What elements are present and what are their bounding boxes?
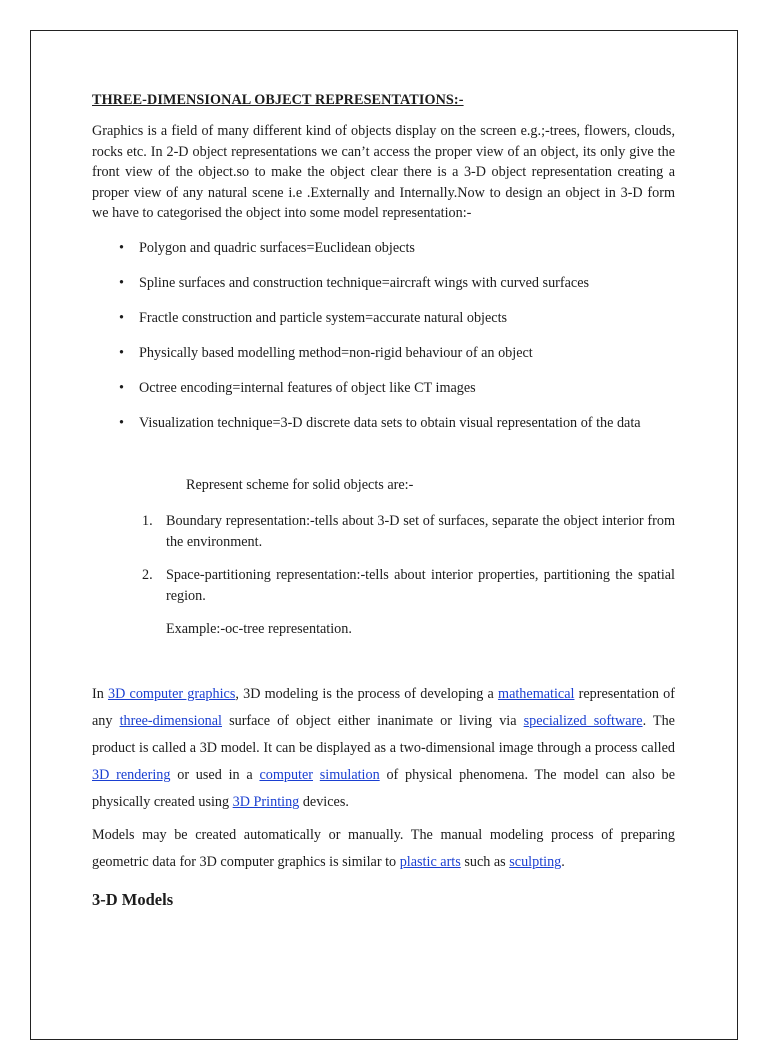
- list-item: [92, 413, 675, 434]
- link-mathematical[interactable]: mathematical: [498, 686, 575, 702]
- models-paragraph: [92, 822, 675, 876]
- text-run: devices.: [299, 794, 349, 810]
- link-3d-printing[interactable]: 3D Printing: [232, 794, 300, 810]
- list-item: [92, 238, 675, 259]
- numbered-list: [92, 511, 675, 606]
- link-plastic-arts[interactable]: plastic arts: [399, 854, 461, 870]
- list-item-text: Spline surfaces and construction technique=aircraft wings with curved surfaces: [139, 274, 590, 291]
- text-run: of physical phenomena. The model can also be physically created using: [92, 767, 675, 810]
- item-number: 2.: [142, 567, 153, 583]
- text-run: , 3D modeling is the process of developing a: [235, 686, 499, 702]
- document-body: [92, 92, 675, 910]
- numbered-item-text: Boundary representation:-tells about 3-D set of surfaces, separate the object interior from the environment.: [166, 513, 675, 550]
- text-run: Models may be created automatically or manually. The manual modeling process of preparing geometric data for 3D computer graphics is similar to: [92, 827, 675, 870]
- section-title: 3-D Models: [92, 890, 174, 909]
- item-number: 1.: [142, 513, 153, 529]
- bullet-icon: •: [119, 379, 124, 396]
- numbered-item: [92, 511, 675, 552]
- example-text: Example:-oc-tree representation.: [166, 621, 352, 637]
- list-item-text: Fractle construction and particle system=accurate natural objects: [139, 309, 508, 326]
- list-item: [92, 308, 675, 329]
- list-item-text: Octree encoding=internal features of object like CT images: [139, 379, 476, 396]
- text-run: . The product is called a 3D model. It can be displayed as a two-dimensional image through a process called: [92, 713, 675, 756]
- text-run: surface of object either inanimate or living via: [222, 713, 524, 729]
- scheme-intro: Represent scheme for solid objects are:-: [186, 477, 414, 493]
- link-3d-computer-graphics[interactable]: 3D computer graphics: [108, 686, 236, 702]
- text-run: [313, 767, 320, 783]
- bullet-icon: •: [119, 414, 124, 431]
- link-simulation[interactable]: simulation: [319, 767, 380, 783]
- numbered-item: [92, 565, 675, 606]
- page-title: THREE-DIMENSIONAL OBJECT REPRESENTATIONS:-: [92, 92, 464, 108]
- link-sculpting[interactable]: sculpting: [509, 854, 562, 870]
- text-run: .: [561, 854, 565, 870]
- bullet-icon: •: [119, 239, 124, 256]
- list-item: [92, 378, 675, 399]
- list-item-text: Polygon and quadric surfaces=Euclidean objects: [139, 239, 415, 256]
- numbered-item-text: Space-partitioning representation:-tells about interior properties, partitioning the spatial region.: [166, 567, 675, 604]
- list-item-text: Physically based modelling method=non-rigid behaviour of an object: [139, 344, 533, 361]
- text-run: representation of any: [92, 686, 676, 729]
- list-item: [92, 343, 675, 364]
- list-item-text: Visualization technique=3-D discrete data sets to obtain visual representation of the data: [139, 414, 641, 431]
- modeling-paragraph: [92, 681, 675, 816]
- intro-paragraph: Graphics is a field of many different kind of objects display on the screen e.g.;-trees, flowers, clouds, rocks etc. In 2-D object representations we can’t access the proper view of an object, its only give the front view of the object.so to make the object clear there is a 3-D object representation creating a proper view of any natural scene i.e .Externally and Internally.Now to design an object in 3-D form we have to categorised the object into some model representation:-: [92, 123, 675, 221]
- list-item: [92, 273, 675, 294]
- link-3d-rendering[interactable]: 3D rendering: [92, 767, 171, 783]
- link-specialized-software[interactable]: specialized software: [523, 713, 643, 729]
- bullet-list: [92, 238, 675, 434]
- bullet-icon: •: [119, 309, 124, 326]
- bullet-icon: •: [119, 344, 124, 361]
- text-run: In: [92, 686, 109, 702]
- bullet-icon: •: [119, 274, 124, 291]
- text-run: or used in a: [170, 767, 260, 783]
- link-computer[interactable]: computer: [259, 767, 314, 783]
- text-run: such as: [460, 854, 510, 870]
- link-three-dimensional[interactable]: three-dimensional: [119, 713, 222, 729]
